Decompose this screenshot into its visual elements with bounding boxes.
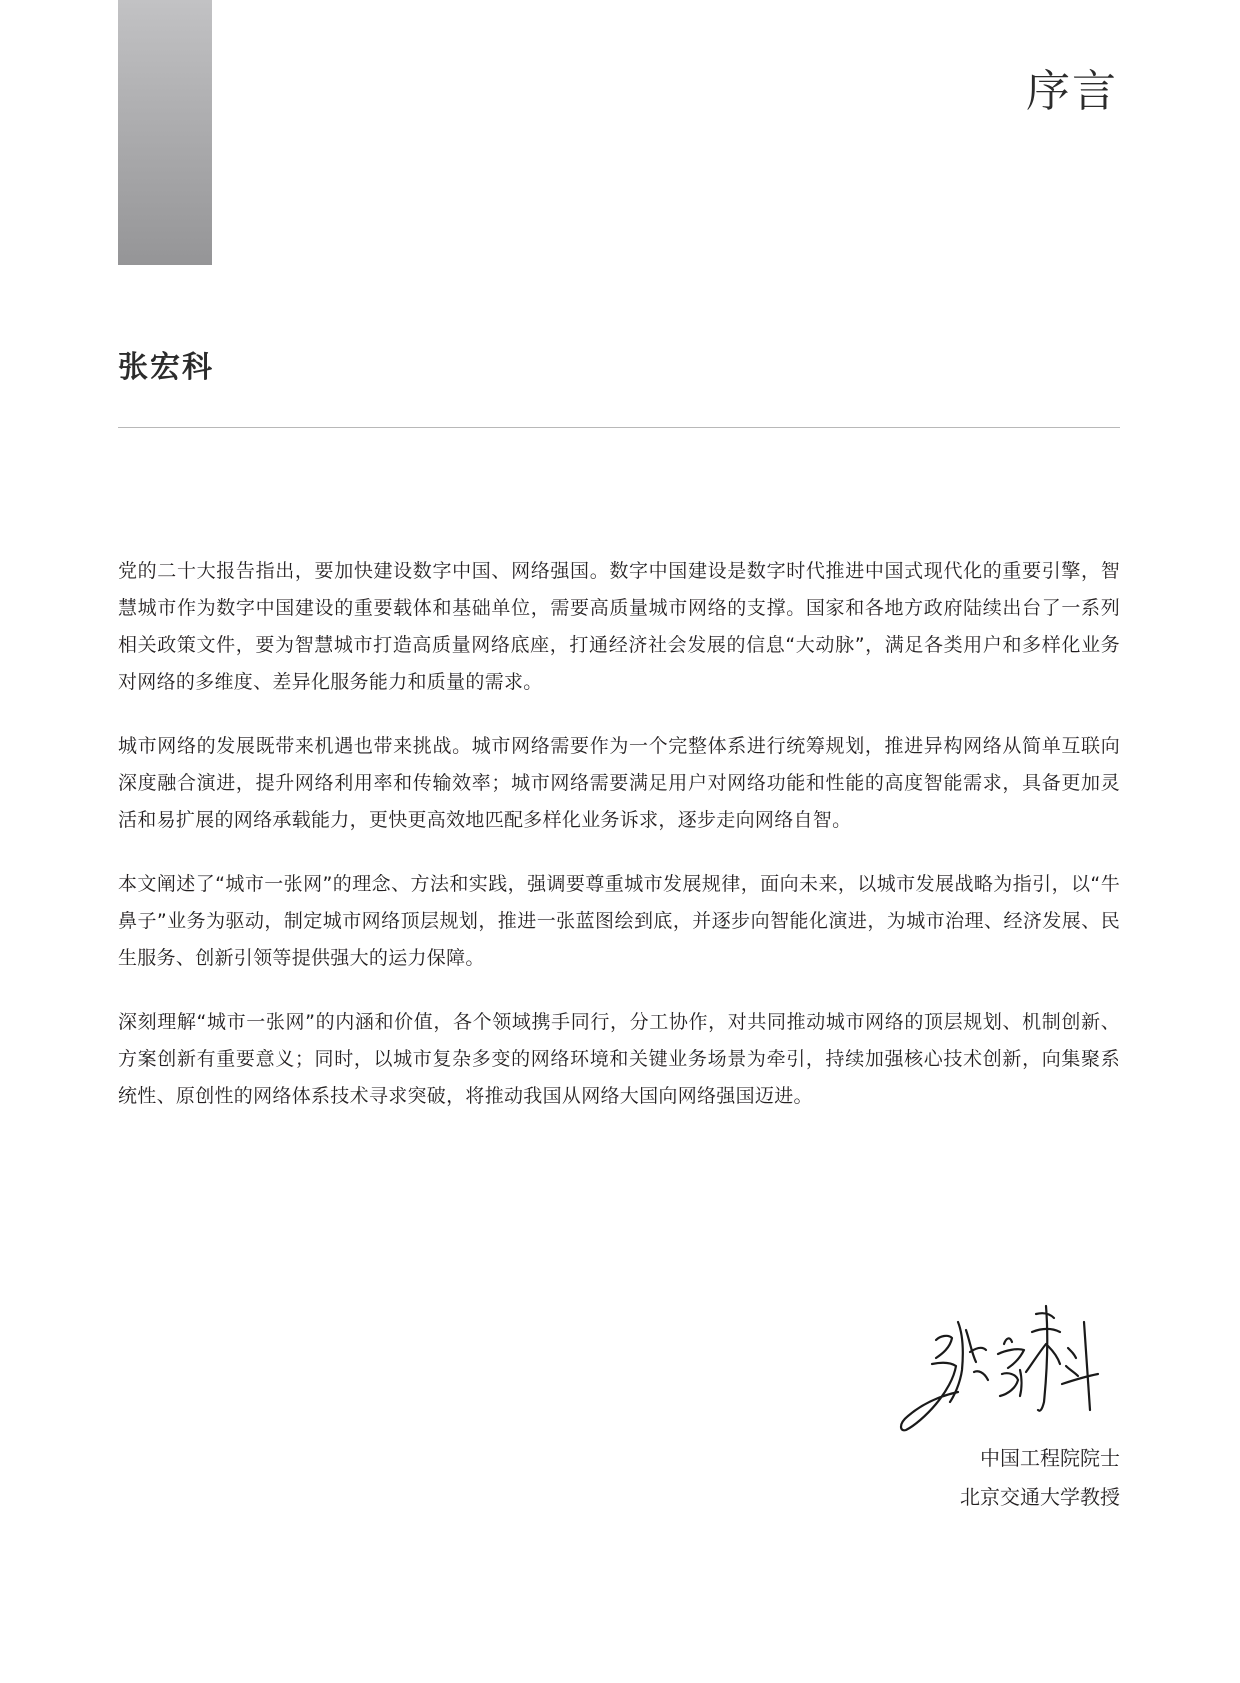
author-credentials xyxy=(960,1439,1120,1517)
divider xyxy=(118,427,1120,428)
page-title: 序言 xyxy=(1026,66,1118,117)
paragraph: 城市网络的发展既带来机遇也带来挑战。城市网络需要作为一个完整体系进行统筹规划，推进异构网络从简单互联向深度融合演进，提升网络利用率和传输效率；城市网络需要满足用户对网络功能和性能的高度智能需求，具备更加灵活和易扩展的网络承载能力，更快更高效地匹配多样化业务诉求，逐步走向网络自智。 xyxy=(118,735,1120,831)
signature-icon xyxy=(896,1292,1126,1442)
credential-title: 中国工程院院士 xyxy=(980,1446,1120,1470)
preface-body xyxy=(118,553,1120,1142)
author-name: 张宏科 xyxy=(118,350,214,385)
handwritten-signature xyxy=(896,1292,1126,1442)
paragraph: 党的二十大报告指出，要加快建设数字中国、网络强国。数字中国建设是数字时代推进中国式现代化的重要引擎，智慧城市作为数字中国建设的重要载体和基础单位，需要高质量城市网络的支撑。国家和各地方政府陆续出台了一系列相关政策文件，要为智慧城市打造高质量网络底座，打通经济社会发展的信息“大动脉”，满足各类用户和多样化业务对网络的多维度、差异化服务能力和质量的需求。 xyxy=(118,560,1120,693)
credential-affiliation: 北京交通大学教授 xyxy=(960,1485,1120,1509)
paragraph: 本文阐述了“城市一张网”的理念、方法和实践，强调要尊重城市发展规律，面向未来，以城市发展战略为指引，以“牛鼻子”业务为驱动，制定城市网络顶层规划，推进一张蓝图绘到底，并逐步向智能化演进，为城市治理、经济发展、民生服务、创新引领等提供强大的运力保障。 xyxy=(118,873,1120,969)
paragraph: 深刻理解“城市一张网”的内涵和价值，各个领域携手同行，分工协作，对共同推动城市网络的顶层规划、机制创新、方案创新有重要意义；同时，以城市复杂多变的网络环境和关键业务场景为牵引，持续加强核心技术创新，向集聚系统性、原创性的网络体系技术寻求突破，将推动我国从网络大国向网络强国迈进。 xyxy=(118,1011,1120,1107)
decorative-gray-bar xyxy=(118,0,212,265)
